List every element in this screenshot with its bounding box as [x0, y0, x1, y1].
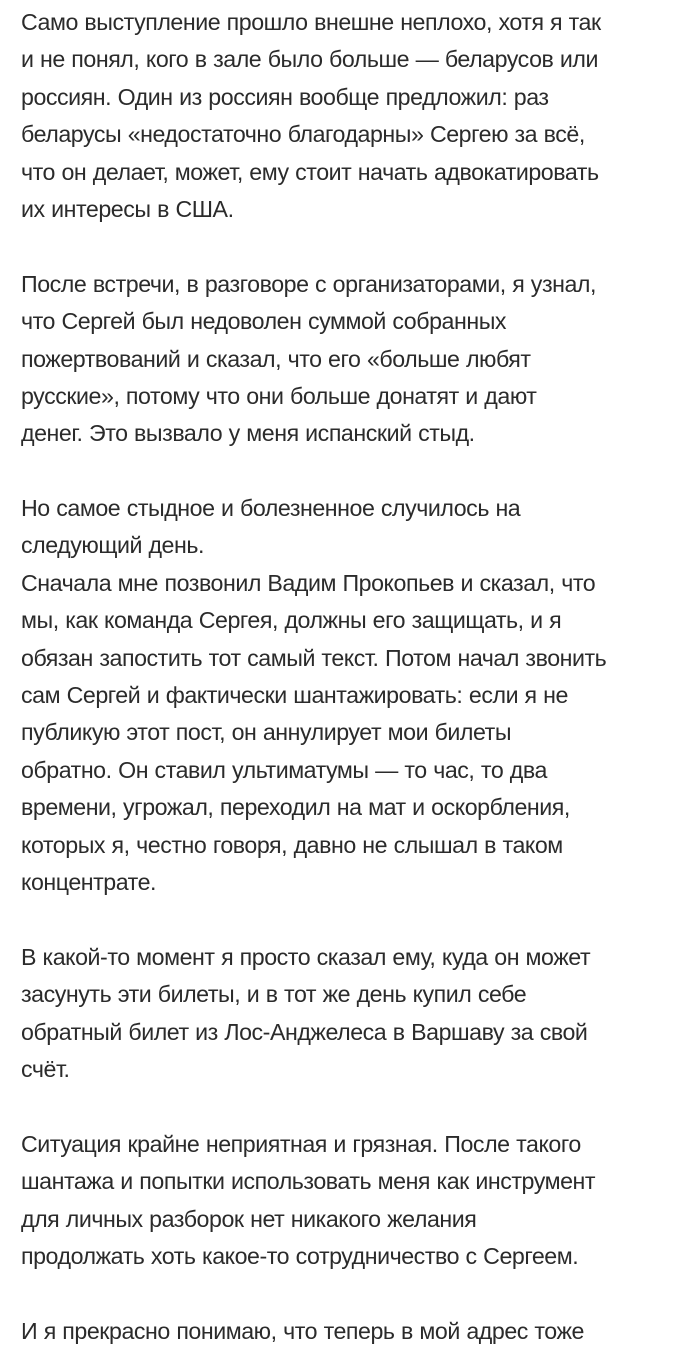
text-line: что Сергей был недоволен суммой собранных: [21, 308, 507, 335]
paragraph-4: [21, 939, 686, 1089]
text-line: продолжать хоть какое-то сотрудничество с Сергеем.: [21, 1242, 579, 1269]
text-line: обязан запостить тот самый текст. Потом начал звонить: [21, 644, 607, 671]
text-line: для личных разборок нет никакого желания: [21, 1205, 477, 1232]
text-line: россиян. Один из россиян вообще предложил: раз: [21, 83, 549, 110]
text-line: русские», потому что они больше донатят и дают: [21, 382, 537, 409]
paragraph-gap: [21, 453, 686, 490]
text-line: публикую этот пост, он аннулирует мои билеты: [21, 719, 512, 746]
paragraph-1: [21, 4, 686, 228]
paragraph-gap: [21, 901, 686, 938]
text-line: Но самое стыдное и болезненное случилось на: [21, 495, 521, 522]
text-line: И я прекрасно понимаю, что теперь в мой адрес тоже: [21, 1317, 585, 1344]
paragraph-3: [21, 490, 686, 901]
text-line: концентрате.: [21, 868, 157, 895]
text-line: обратный билет из Лос-Анджелеса в Варшаву за свой: [21, 1018, 588, 1045]
text-line: следующий день.: [21, 532, 204, 559]
document-body: [21, 4, 686, 1350]
paragraph-gap: [21, 1088, 686, 1125]
text-line: засунуть эти билеты, и в тот же день купил себе: [21, 981, 527, 1008]
text-line: обратно. Он ставил ультиматумы — то час, то два: [21, 756, 547, 783]
text-line: счёт.: [21, 1055, 70, 1082]
paragraph-6: [21, 1313, 686, 1350]
text-line: времени, угрожал, переходил на мат и оскорбления,: [21, 794, 570, 821]
text-line: Сначала мне позвонил Вадим Прокопьев и сказал, что: [21, 569, 596, 596]
text-line: что он делает, может, ему стоит начать адвокатировать: [21, 158, 599, 185]
text-line: Само выступление прошло внешне неплохо, хотя я так: [21, 9, 601, 35]
text-line: сам Сергей и фактически шантажировать: если я не: [21, 682, 568, 709]
paragraph-gap: [21, 1275, 686, 1312]
text-line: их интересы в США.: [21, 195, 234, 222]
paragraph-2: [21, 266, 686, 453]
text-line: шантажа и попытки использовать меня как инструмент: [21, 1168, 596, 1195]
paragraph-5: [21, 1126, 686, 1276]
text-line: беларусы «недостаточно благодарны» Сергею за всё,: [21, 121, 585, 148]
text-line: Ситуация крайне неприятная и грязная. После такого: [21, 1130, 581, 1157]
text-line: которых я, честно говоря, давно не слышал в таком: [21, 831, 563, 858]
text-line: мы, как команда Сергея, должны его защищать, и я: [21, 607, 562, 634]
paragraph-gap: [21, 228, 686, 265]
text-line: пожертвований и сказал, что его «больше любят: [21, 345, 531, 372]
text-line: После встречи, в разговоре с организаторами, я узнал,: [21, 270, 597, 297]
text-line: денег. Это вызвало у меня испанский стыд.: [21, 420, 475, 447]
text-line: В какой-то момент я просто сказал ему, куда он может: [21, 943, 591, 970]
text-line: и не понял, кого в зале было больше — беларусов или: [21, 46, 598, 73]
